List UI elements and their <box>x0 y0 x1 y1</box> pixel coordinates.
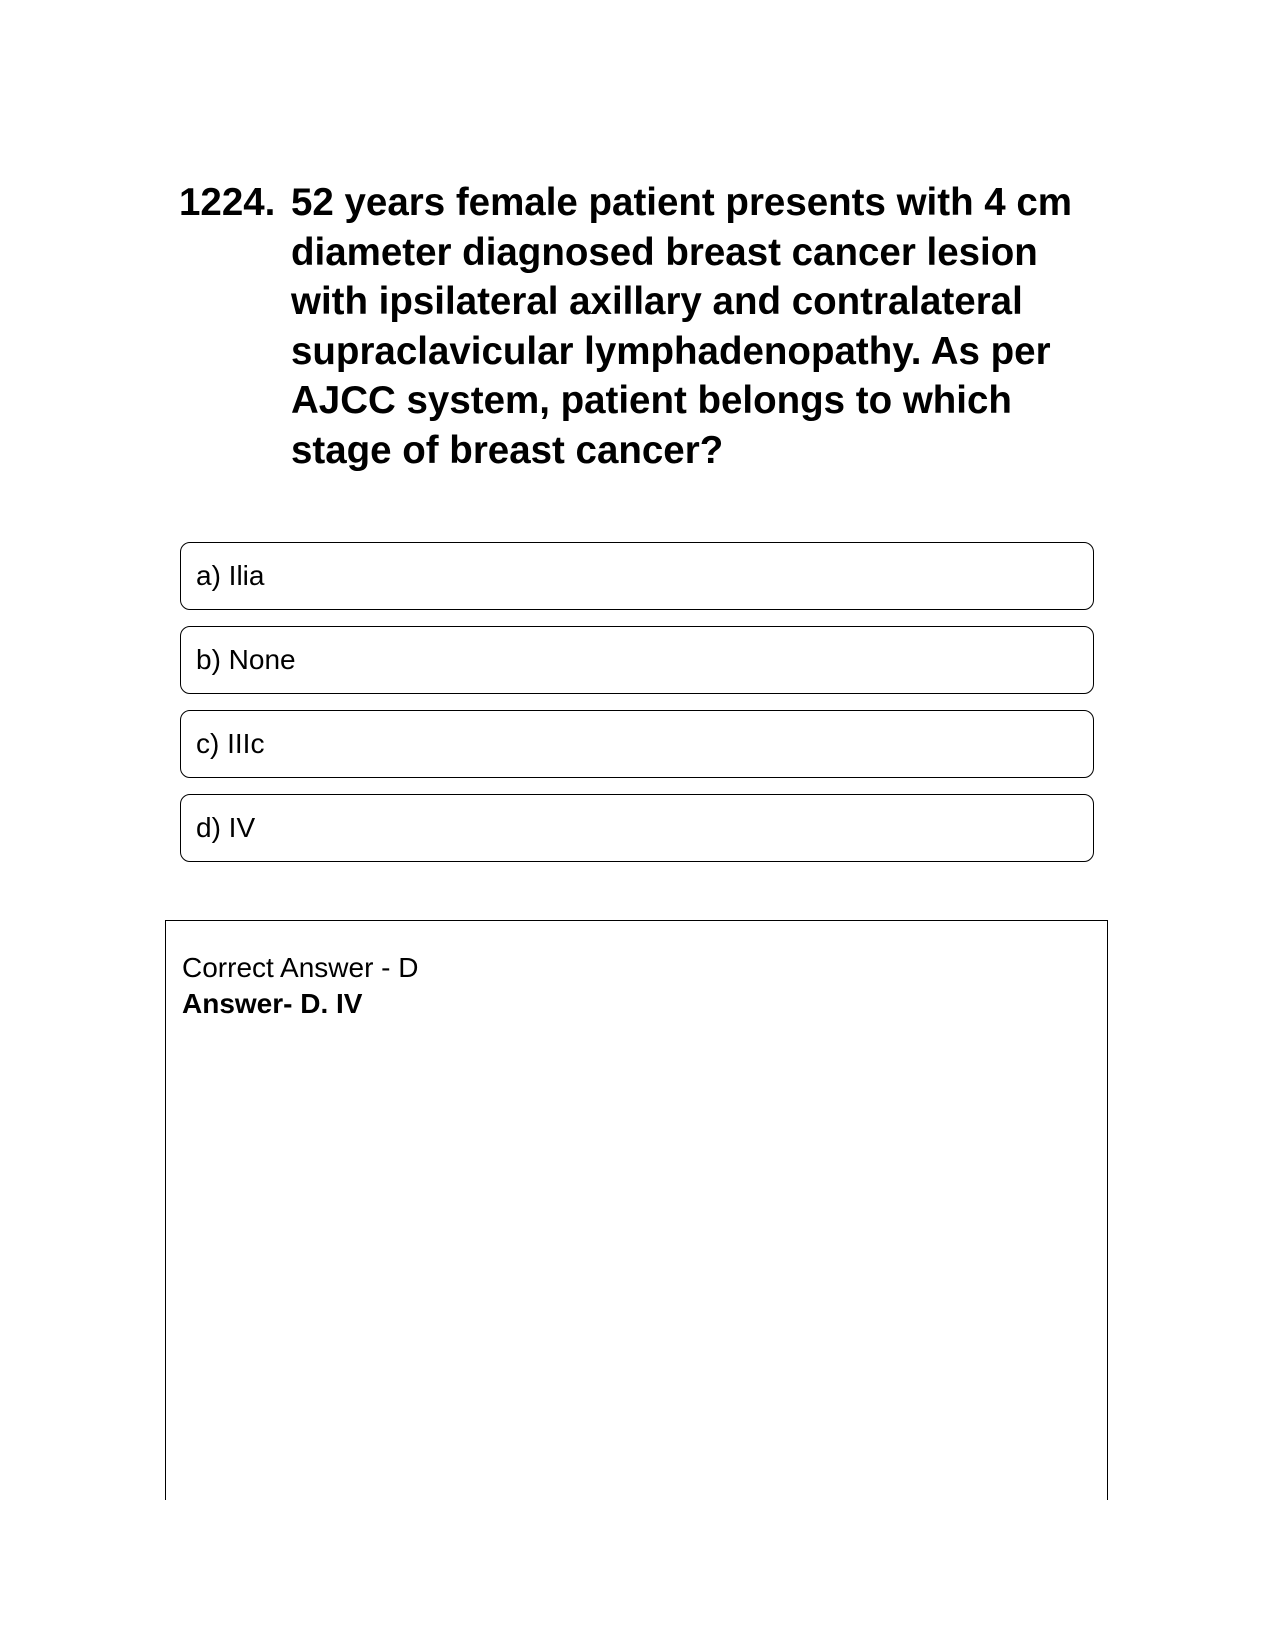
option-label: c) IIIc <box>196 728 265 759</box>
option-label: b) None <box>196 644 296 675</box>
option-label: a) Ilia <box>196 560 265 591</box>
option-a[interactable] <box>180 542 1094 610</box>
answer-box <box>165 920 1108 1500</box>
question-block <box>179 178 1084 475</box>
options-list <box>180 542 1094 878</box>
correct-answer: Correct Answer - D <box>182 952 419 983</box>
option-d[interactable] <box>180 794 1094 862</box>
option-c[interactable] <box>180 710 1094 778</box>
answer-explanation: Answer- D. IV <box>182 988 363 1019</box>
option-b[interactable] <box>180 626 1094 694</box>
question-text: 52 years female patient presents with 4 cm diameter diagnosed breast cancer lesion with ipsilateral axillary and contralateral supraclavicular lymphadenopathy. As per AJCC system, patient belongs to which stage of breast cancer? <box>291 181 1073 472</box>
option-label: d) IV <box>196 812 256 843</box>
question-number: 1224. <box>179 181 276 224</box>
